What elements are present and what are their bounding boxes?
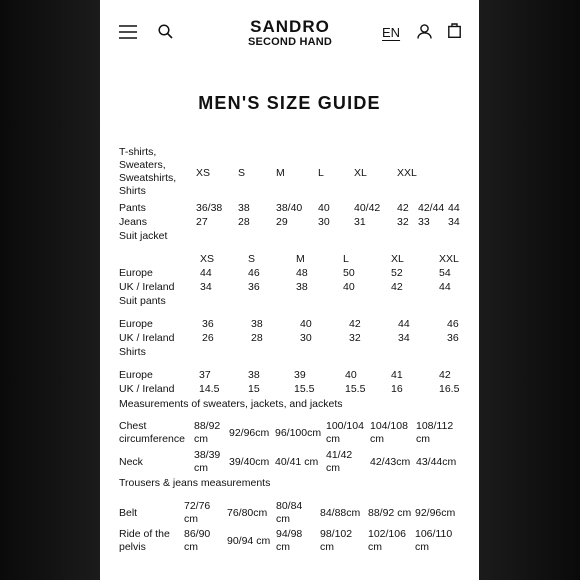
table-cell: 44	[439, 281, 451, 293]
table-cell: 44	[398, 318, 410, 330]
table-cell: 104/108 cm	[370, 420, 408, 445]
table-cell: 88/92 cm	[194, 420, 221, 445]
table-cell: 15.5	[345, 383, 366, 395]
size-header-l: L	[318, 167, 324, 179]
row-label-pelvis: Ride of the pelvis	[119, 528, 170, 553]
table-cell: 76/80cm	[227, 507, 268, 519]
table-cell: 29	[276, 216, 288, 228]
size-header-l: L	[343, 253, 349, 265]
row-label-europe: Europe	[119, 267, 153, 279]
table-cell: 40/41 cm	[275, 456, 319, 468]
size-header-s: S	[238, 167, 246, 179]
menu-icon[interactable]	[119, 25, 137, 44]
table-cell: 39/40cm	[229, 456, 270, 468]
table-cell: 36	[202, 318, 214, 330]
table-cell: 38/39 cm	[194, 449, 221, 474]
size-guide-page	[100, 0, 479, 580]
size-header-xs: XS	[196, 167, 211, 179]
table-cell: 38	[248, 369, 260, 381]
row-label-belt: Belt	[119, 507, 138, 519]
table-cell: 42	[349, 318, 361, 330]
table-cell: 92/96cm	[415, 507, 456, 519]
account-icon[interactable]	[417, 24, 432, 44]
search-icon[interactable]	[158, 24, 173, 44]
table-cell: 88/92 cm	[368, 507, 412, 519]
table-cell: 38/40	[276, 202, 303, 214]
row-label-pants: Pants	[119, 202, 146, 214]
table-cell: 80/84 cm	[276, 500, 303, 525]
table-cell: 43/44cm	[416, 456, 457, 468]
table-cell: 42/44	[418, 202, 445, 214]
table-cell: 92/96cm	[229, 427, 270, 439]
table-cell: 33	[418, 216, 430, 228]
table-cell: 44	[200, 267, 212, 279]
table-cell: 96/100cm	[275, 427, 322, 439]
table-cell: 98/102 cm	[320, 528, 353, 553]
section-label-shirts: Shirts	[119, 346, 146, 358]
row-label-europe: Europe	[119, 369, 153, 381]
table-cell: 46	[248, 267, 260, 279]
brand-logo[interactable]	[230, 18, 350, 48]
table-cell: 36/38	[196, 202, 223, 214]
row-label-uk-ireland: UK / Ireland	[119, 281, 175, 293]
table-cell: 15	[248, 383, 260, 395]
row-label-chest: Chest circumference	[119, 420, 185, 445]
row-label-neck: Neck	[119, 456, 143, 468]
size-header-xxl: XXL	[439, 253, 459, 265]
size-header-xl: XL	[354, 167, 367, 179]
table-cell: 102/106 cm	[368, 528, 406, 553]
table-cell: 42	[397, 202, 409, 214]
row-label-jeans: Jeans	[119, 216, 148, 228]
table-cell: 94/98 cm	[276, 528, 303, 553]
table-cell: 106/110 cm	[415, 528, 453, 553]
table-cell: 54	[439, 267, 451, 279]
brand-name: SANDRO	[250, 17, 330, 36]
table-cell: 26	[202, 332, 214, 344]
table-cell: 28	[251, 332, 263, 344]
table-cell: 84/88cm	[320, 507, 361, 519]
row-label-europe: Europe	[119, 318, 153, 330]
table-cell: 34	[448, 216, 460, 228]
table-cell: 41/42 cm	[326, 449, 353, 474]
table-cell: 30	[300, 332, 312, 344]
table-cell: 37	[199, 369, 211, 381]
row-label-uk-ireland: UK / Ireland	[119, 332, 175, 344]
table-cell: 41	[391, 369, 403, 381]
table-cell: 27	[196, 216, 208, 228]
section-label-suit-jacket: Suit jacket	[119, 230, 168, 242]
table-cell: 42/43cm	[370, 456, 411, 468]
table-cell: 36	[248, 281, 260, 293]
size-header-xl: XL	[391, 253, 404, 265]
table-cell: 40	[300, 318, 312, 330]
size-header-xs: XS	[200, 253, 215, 265]
language-selector[interactable]: EN	[382, 25, 401, 40]
table-cell: 50	[343, 267, 355, 279]
table-cell: 34	[200, 281, 212, 293]
table-cell: 100/104 cm	[326, 420, 364, 445]
table-cell: 90/94 cm	[227, 535, 271, 547]
table-cell: 72/76 cm	[184, 500, 211, 525]
table-cell: 15.5	[294, 383, 315, 395]
dark-background-left	[0, 0, 100, 580]
table-cell: 14.5	[199, 383, 220, 395]
table-cell: 39	[294, 369, 306, 381]
table-cell: 52	[391, 267, 403, 279]
dark-background-right	[479, 0, 580, 580]
table-cell: 108/112 cm	[416, 420, 454, 445]
table-cell: 38	[238, 202, 250, 214]
table-cell: 48	[296, 267, 308, 279]
row-label-uk-ireland: UK / Ireland	[119, 383, 175, 395]
table-cell: 28	[238, 216, 250, 228]
page-title: MEN'S SIZE GUIDE	[198, 93, 381, 113]
table-cell: 46	[447, 318, 459, 330]
top-navigation-bar	[100, 0, 479, 60]
size-header-m: M	[276, 167, 285, 179]
brand-subtitle: SECOND HAND	[247, 36, 333, 48]
table-cell: 40	[345, 369, 357, 381]
table-cell: 86/90 cm	[184, 528, 211, 553]
table-cell: 32	[349, 332, 361, 344]
table-cell: 16	[391, 383, 403, 395]
table-cell: 38	[251, 318, 263, 330]
section-label-measurements: Measurements of sweaters, jackets, and jackets	[119, 398, 343, 410]
table-cell: 30	[318, 216, 330, 228]
table-cell: 34	[398, 332, 410, 344]
section-label-trousers: Trousers & jeans measurements	[119, 477, 271, 489]
size-header-s: S	[248, 253, 256, 265]
size-header-xxl: XXL	[397, 167, 417, 179]
table-cell: 38	[296, 281, 308, 293]
tops-category-label: T-shirts, Sweaters, Sweatshirts, Shirts	[119, 146, 177, 197]
table-cell: 44	[448, 202, 460, 214]
table-cell: 42	[439, 369, 451, 381]
table-cell: 40/42	[354, 202, 381, 214]
table-cell: 36	[447, 332, 459, 344]
table-cell: 40	[318, 202, 330, 214]
table-cell: 42	[391, 281, 403, 293]
table-cell: 16.5	[439, 383, 460, 395]
table-cell: 40	[343, 281, 355, 293]
size-header-m: M	[296, 253, 305, 265]
table-cell: 32	[397, 216, 409, 228]
table-cell: 31	[354, 216, 366, 228]
section-label-suit-pants: Suit pants	[119, 295, 166, 307]
shopping-bag-icon[interactable]	[448, 23, 461, 43]
